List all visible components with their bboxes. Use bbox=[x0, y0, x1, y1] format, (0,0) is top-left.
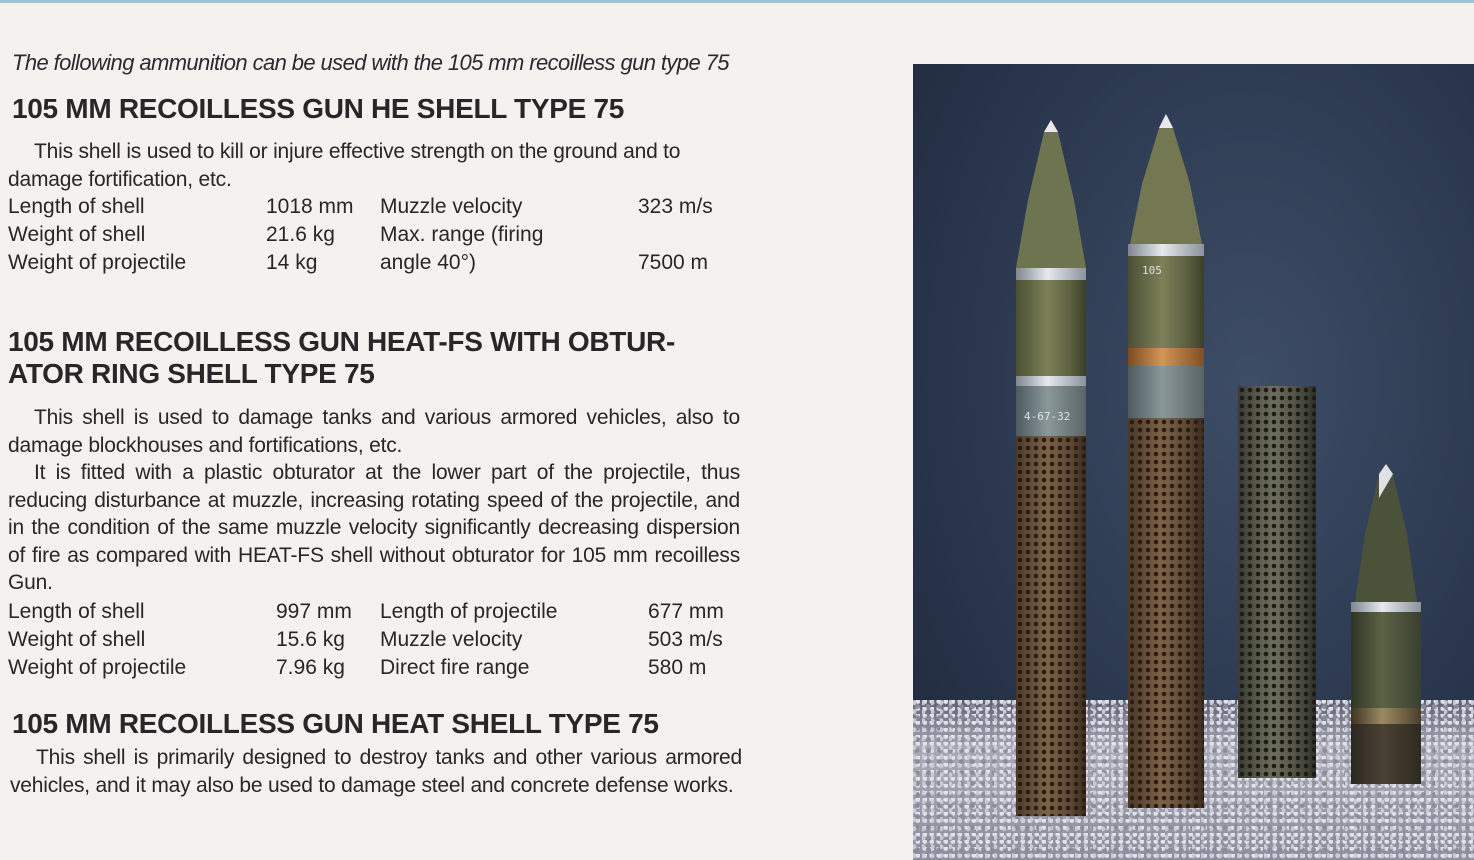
spec-label: Max. range (firing bbox=[380, 223, 544, 246]
shell-body bbox=[1016, 280, 1086, 380]
shell-nose-cone bbox=[1351, 464, 1421, 604]
shell-nose-cone bbox=[1016, 120, 1086, 270]
spec-value: 323 m/s bbox=[638, 195, 713, 218]
section-title-heat-fs-line1: 105 MM RECOILLESS GUN HEAT-FS WITH OBTUR- bbox=[8, 326, 675, 357]
shell-body bbox=[1128, 256, 1204, 348]
section-heat-fs-obturator-text: It is fitted with a plastic obturator at the lower part of the projectile, thus reducing disturbance at muzzle, increasing rotating speed of the projectile, and in the condition of the same muzzle velocity significantly decreasing dispersion of fire as compared with HEAT-FS shell without obturator for 105 mm recoilless Gun. bbox=[8, 461, 740, 594]
spec-label: Length of shell bbox=[8, 195, 145, 218]
section-heat-description: This shell is primarily designed to destroy tanks and other various armored vehicles, and it may also be used to damage steel and concrete defense works. bbox=[10, 746, 742, 797]
section-title-heat: 105 MM RECOILLESS GUN HEAT SHELL TYPE 75 bbox=[12, 708, 659, 739]
spec-label: Weight of shell bbox=[8, 223, 146, 246]
section-title-heat-fs-line2: ATOR RING SHELL TYPE 75 bbox=[8, 358, 375, 389]
spec-value: 21.6 kg bbox=[266, 223, 335, 246]
section-he-description: This shell is used to kill or injure effective strength on the ground and to damage fortification, etc. bbox=[8, 140, 681, 191]
spec-label: Length of projectile bbox=[380, 600, 558, 623]
spec-label: Muzzle velocity bbox=[380, 195, 523, 218]
spec-label: Muzzle velocity bbox=[380, 628, 523, 651]
perforated-case bbox=[1016, 436, 1086, 816]
shell-band bbox=[1351, 602, 1421, 612]
spec-value: 677 mm bbox=[648, 600, 724, 623]
shell-body bbox=[1351, 612, 1421, 708]
spec-label: Weight of projectile bbox=[8, 251, 187, 274]
he-shell-round bbox=[1016, 120, 1086, 850]
shell-band bbox=[1016, 376, 1086, 386]
spec-label: Weight of projectile bbox=[8, 656, 187, 679]
spec-table-heat-fs bbox=[8, 598, 748, 682]
perforated-case bbox=[1238, 386, 1316, 778]
spec-value: 15.6 kg bbox=[276, 628, 345, 651]
perforated-case bbox=[1128, 418, 1204, 808]
spec-row bbox=[8, 626, 748, 654]
spec-value: 580 m bbox=[648, 656, 707, 679]
top-rule bbox=[0, 0, 1474, 3]
spec-row bbox=[8, 221, 748, 249]
shell-tail bbox=[1351, 724, 1421, 784]
spec-row bbox=[8, 249, 748, 277]
spec-label: Weight of shell bbox=[8, 628, 146, 651]
shell-band bbox=[1351, 708, 1421, 724]
shell-band bbox=[1128, 244, 1204, 256]
shell-marking: 4-67-32 bbox=[1024, 410, 1071, 423]
section-title-he: 105 MM RECOILLESS GUN HE SHELL TYPE 75 bbox=[12, 93, 624, 124]
shell-marking: 105 bbox=[1142, 264, 1162, 277]
obturator-ring bbox=[1128, 348, 1204, 366]
heat-fs-shell-round bbox=[1128, 114, 1204, 844]
section-heat-fs-description: This shell is used to damage tanks and various armored vehicles, also to damage blockhouses and fortifications, etc. bbox=[8, 406, 740, 457]
spec-row bbox=[8, 654, 748, 682]
perforated-cartridge-case bbox=[1238, 386, 1316, 786]
intro-line: The following ammunition can be used with the 105 mm recoilless gun type 75 bbox=[12, 50, 729, 75]
spec-value: 503 m/s bbox=[648, 628, 723, 651]
spec-row bbox=[8, 598, 748, 626]
shell-band bbox=[1016, 268, 1086, 280]
shell-nose-cone bbox=[1128, 114, 1204, 246]
spec-label: Direct fire range bbox=[380, 656, 530, 679]
spec-label: angle 40°) bbox=[380, 251, 476, 274]
spec-value: 14 kg bbox=[266, 251, 318, 274]
ammunition-photo bbox=[913, 64, 1474, 860]
heat-projectile bbox=[1351, 464, 1421, 784]
spec-value: 1018 mm bbox=[266, 195, 354, 218]
spec-row bbox=[8, 193, 748, 221]
spec-label: Length of shell bbox=[8, 600, 145, 623]
spec-value: 7.96 kg bbox=[276, 656, 345, 679]
shell-case-top bbox=[1128, 366, 1204, 418]
spec-value: 7500 m bbox=[638, 251, 709, 274]
spec-value: 997 mm bbox=[276, 600, 352, 623]
spec-table-he bbox=[8, 193, 748, 277]
